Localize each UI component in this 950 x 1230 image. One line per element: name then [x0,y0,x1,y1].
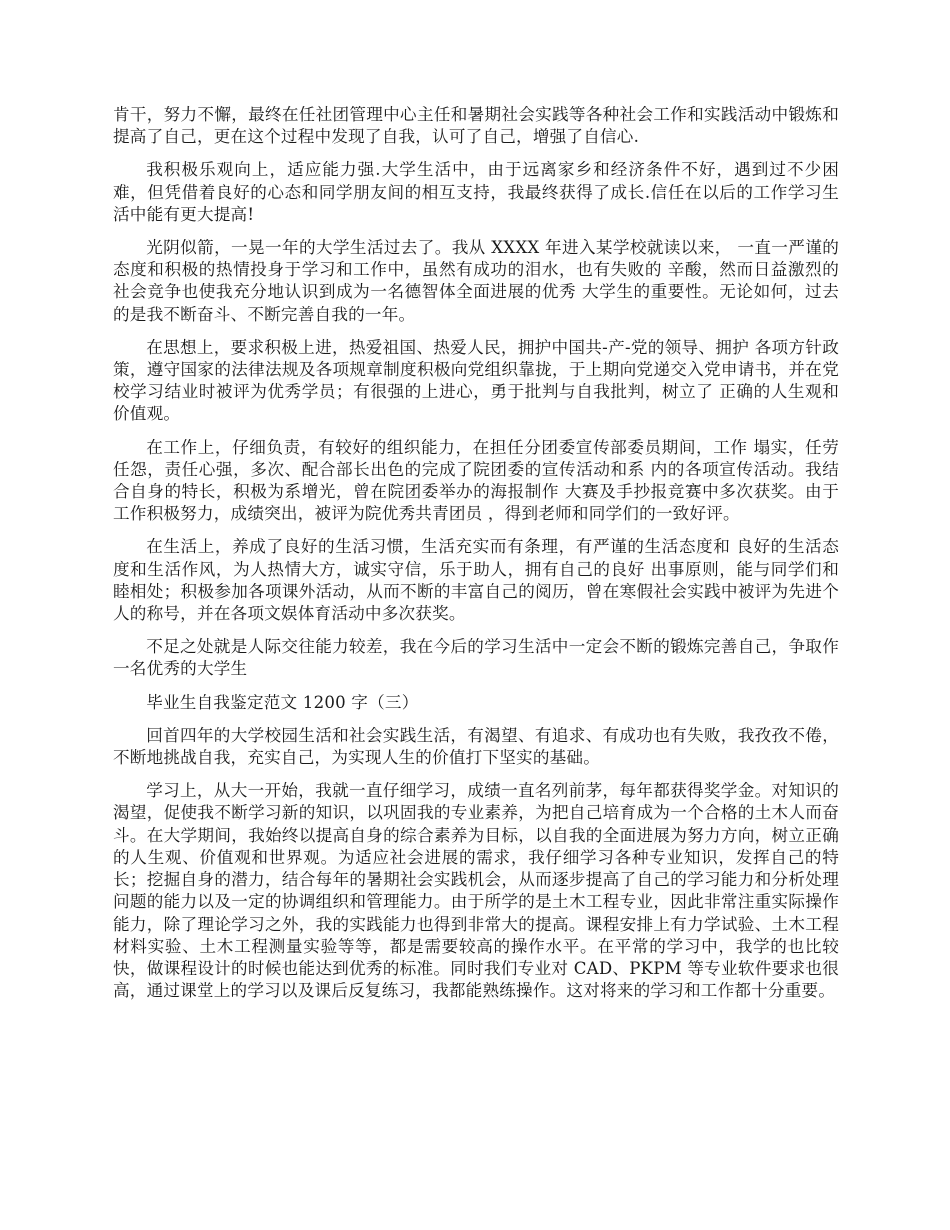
paragraph-shortcoming: 不足之处就是人际交往能力较差，我在今后的学习生活中一定会不断的锻炼完善自己，争取作一名优秀的大学生 [113,637,839,679]
section-heading: 毕业生自我鉴定范文 1200 字（三） [146,692,419,712]
paragraph-one-year: 光阴似箭，一晃一年的大学生活过去了。我从 XXXX 年进入某学校就读以来， 一直一严谨的态度和积极的热情投身于学习和工作中，虽然有成功的泪水，也有失败的 辛酸，然而日益激烈的社会竞争也使我充分地认识到成为一名德智体全面进展的优秀 大学生的重要性。无论如何，过去的是我不断奋斗、不断完善自我的一年。 [113,238,839,324]
paragraph-review: 回首四年的大学校园生活和社会实践生活，有渴望、有追求、有成功也有失败，我孜孜不倦，不断地挑战自我，充实自己，为实现人生的价值打下坚实的基础。 [113,725,839,768]
paragraph-study: 学习上，从大一开始，我就一直仔细学习，成绩一直名列前茅，每年都获得奖学金。对知识的渴望，促使我不断学习新的知识，以巩固我的专业素养，为把自己培育成为一个合格的土木人而奋斗。在大学期间，我始终以提高自身的综合素养为目标，以自我的全面进展为努力方向，树立正确的人生观、价值观和世界观。为适应社会进展的需求，我仔细学习各种专业知识，发挥自己的特长；挖掘自身的潜力，结合每年的暑期社会实践机会，从而逐步提高了自己的学习能力和分析处理问题的能力以及一定的协调组织和管理能力。由于所学的是土木工程专业，因此非常注重实际操作能力，除了理论学习之外，我的实践能力也得到非常大的提高。课程安排上有力学试验、土木工程材料实验、土木工程测量实验等等，都是需要较高的操作水平。在平常的学习中，我学的也比较快，做课程设计的时候也能达到优秀的标准。同时我们专业对 CAD、PKPM 等专业软件要求也很高，通过课堂上的学习以及课后反复练习，我都能熟练操作。这对将来的学习和工作都十分重要。 [113,781,839,1001]
document-page [113,104,839,1013]
paragraph-life: 在生活上，养成了良好的生活习惯，生活充实而有条理，有严谨的生活态度和 良好的生活态度和生活作风，为人热情大方，诚实守信，乐于助人，拥有自己的良好 出事原则，能与同学们和睦相处；积极参加各项课外活动，从而不断的丰富自己的阅历，曾在寒假社会实践中被评为先进个人的称号，并在各项文娱体育活动中多次获奖。 [113,537,839,624]
paragraph-work: 在工作上，仔细负责，有较好的组织能力，在担任分团委宣传部委员期间，工作 塌实，任劳任怨，责任心强，多次、配合部长出色的完成了院团委的宣传活动和系 内的各项宣传活动。我结合自身的特长，积极为系增光，曾在院团委举办的海报制作 大赛及手抄报竞赛中多次获奖。由于工作积极努力，成绩突出，被评为院优秀共青团员 ，得到老师和同学们的一致好评。 [113,437,839,524]
paragraph-attitude: 我积极乐观向上，适应能力强.大学生活中，由于远离家乡和经济条件不好，遇到过不少困难，但凭借着良好的心态和同学朋友间的相互支持，我最终获得了成长.信任在以后的工作学习生活中能有更大提高! [113,160,839,224]
paragraph-thought: 在思想上，要求积极上进，热爱祖国、热爱人民，拥护中国共-产-党的领导、拥护 各项方针政策，遵守国家的法律法规及各项规章制度积极向党组织靠拢，于上期向党递交入党申请书，并在党校学习结业时被评为优秀学员；有很强的上进心，勇于批判与自我批判，树立了 正确的人生观和价值观。 [113,337,839,424]
paragraph-continuation: 肯干，努力不懈，最终在任社团管理中心主任和暑期社会实践等各种社会工作和实践活动中锻炼和提高了自己，更在这个过程中发现了自我，认可了自己，增强了自信心. [113,105,839,147]
